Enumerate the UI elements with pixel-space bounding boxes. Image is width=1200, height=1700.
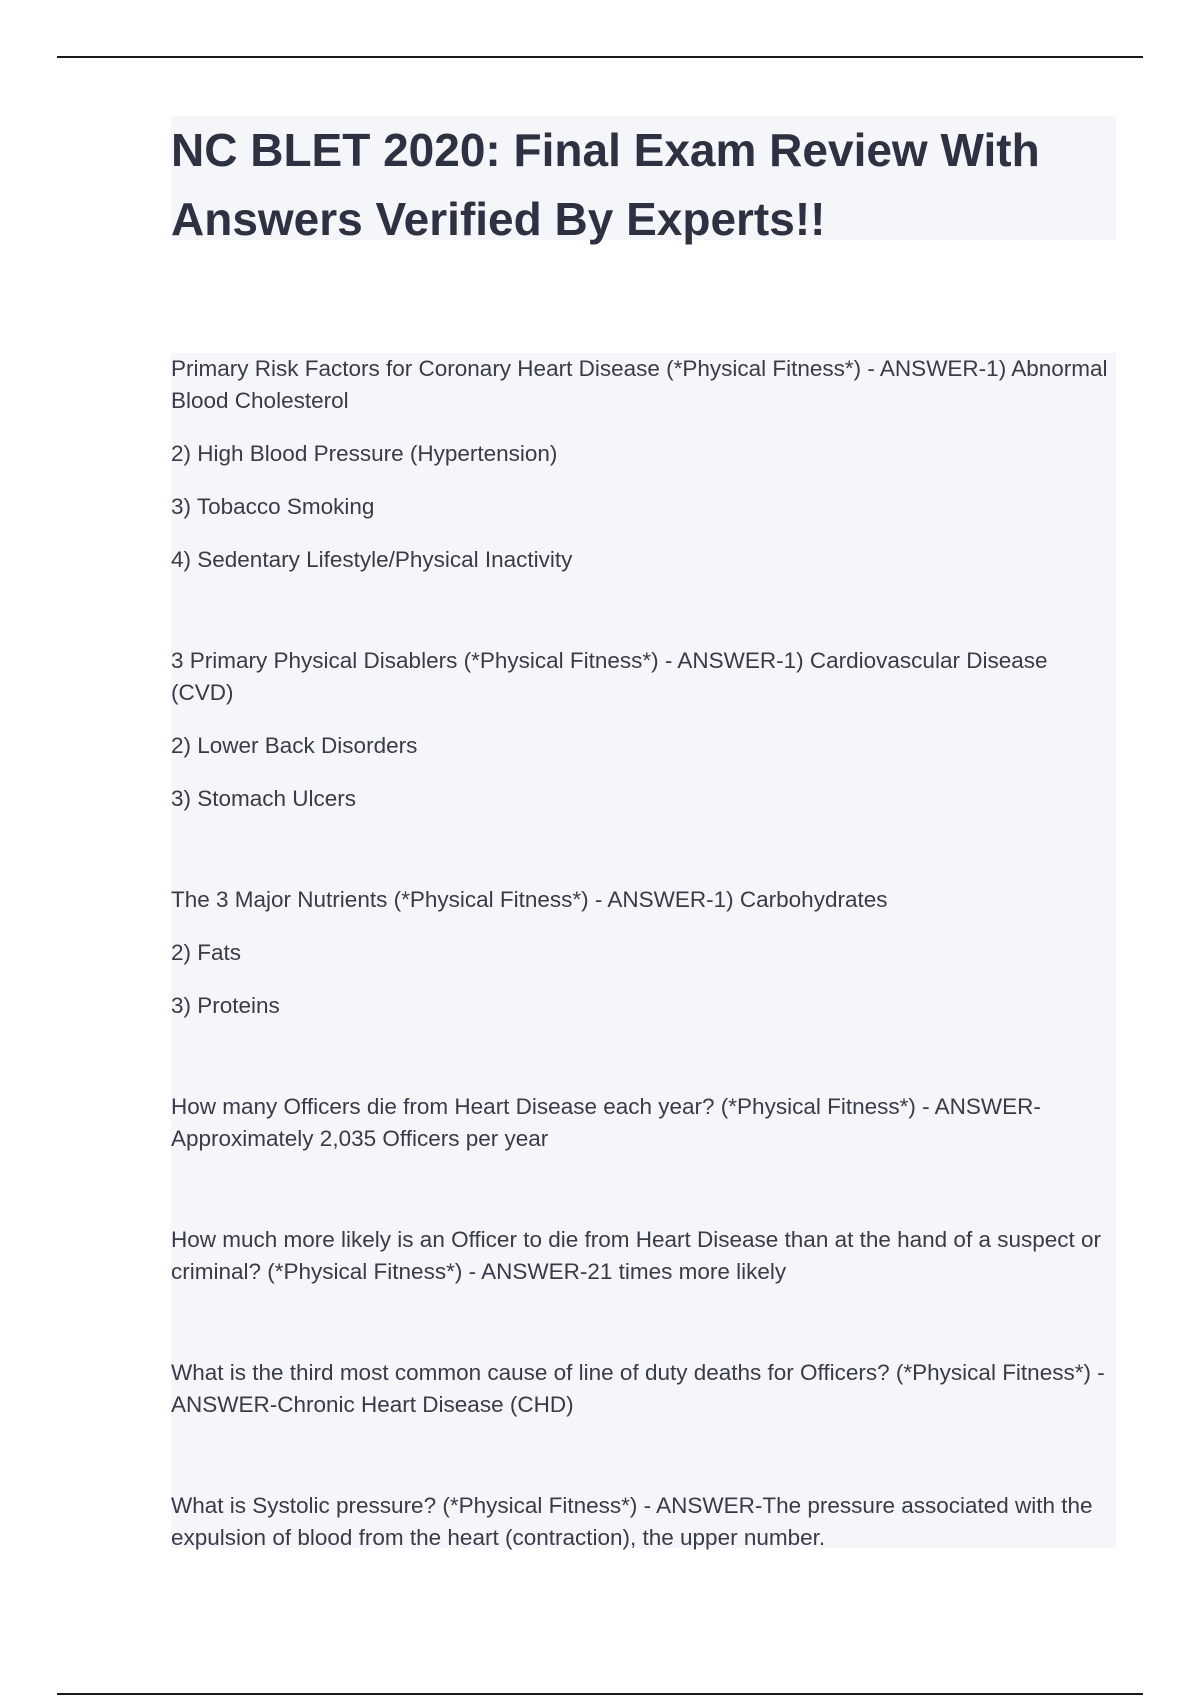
entry-text: 3) Proteins (171, 993, 280, 1018)
qa-entry-2 (171, 645, 1116, 815)
entry-text: 3) Stomach Ulcers (171, 786, 357, 811)
entry-spacer (171, 1022, 1116, 1091)
qa-entry-5 (171, 1224, 1116, 1288)
qa-entry-4 (171, 1091, 1116, 1155)
qa-entry-3 (171, 884, 1116, 1022)
qa-content (171, 353, 1116, 1548)
qa-entry-7 (171, 1490, 1116, 1554)
entry-text: What is the third most common cause of line of duty deaths for Officers? (*Physical Fitness*) - ANSWER-Chronic Heart Disease (CHD) (171, 1360, 1105, 1417)
entry-spacer (171, 576, 1116, 645)
entry-text: 2) Lower Back Disorders (171, 733, 418, 758)
qa-entry-6 (171, 1357, 1116, 1421)
entry-text: 3 Primary Physical Disablers (*Physical Fitness*) - ANSWER-1) Cardiovascular Disease (CVD) (171, 648, 1048, 705)
title-block (171, 116, 1116, 245)
entry-text: 4) Sedentary Lifestyle/Physical Inactivity (171, 547, 573, 572)
entry-text: 3) Tobacco Smoking (171, 494, 375, 519)
entry-text: What is Systolic pressure? (*Physical Fitness*) - ANSWER-The pressure associated with the expulsion of blood from the heart (contraction), the upper number. (171, 1493, 1093, 1550)
entry-spacer (171, 815, 1116, 884)
top-divider (57, 56, 1143, 58)
document-title: NC BLET 2020: Final Exam Review With Answers Verified By Experts!! (171, 124, 1040, 245)
entry-spacer (171, 1421, 1116, 1490)
bottom-divider (57, 1693, 1143, 1695)
entry-text: Primary Risk Factors for Coronary Heart Disease (*Physical Fitness*) - ANSWER-1) Abnormal Blood Cholesterol (171, 356, 1108, 413)
entry-spacer (171, 1155, 1116, 1224)
entry-text: The 3 Major Nutrients (*Physical Fitness*) - ANSWER-1) Carbohydrates (171, 887, 888, 912)
qa-entry-1 (171, 353, 1116, 576)
entry-text: How much more likely is an Officer to die from Heart Disease than at the hand of a suspect or criminal? (*Physical Fitness*) - ANSWER-21 times more likely (171, 1227, 1102, 1284)
entry-text: How many Officers die from Heart Disease each year? (*Physical Fitness*) - ANSWER-Approximately 2,035 Officers per year (171, 1094, 1041, 1151)
entry-text: 2) Fats (171, 940, 242, 965)
entry-text: 2) High Blood Pressure (Hypertension) (171, 441, 558, 466)
entry-spacer (171, 1288, 1116, 1357)
